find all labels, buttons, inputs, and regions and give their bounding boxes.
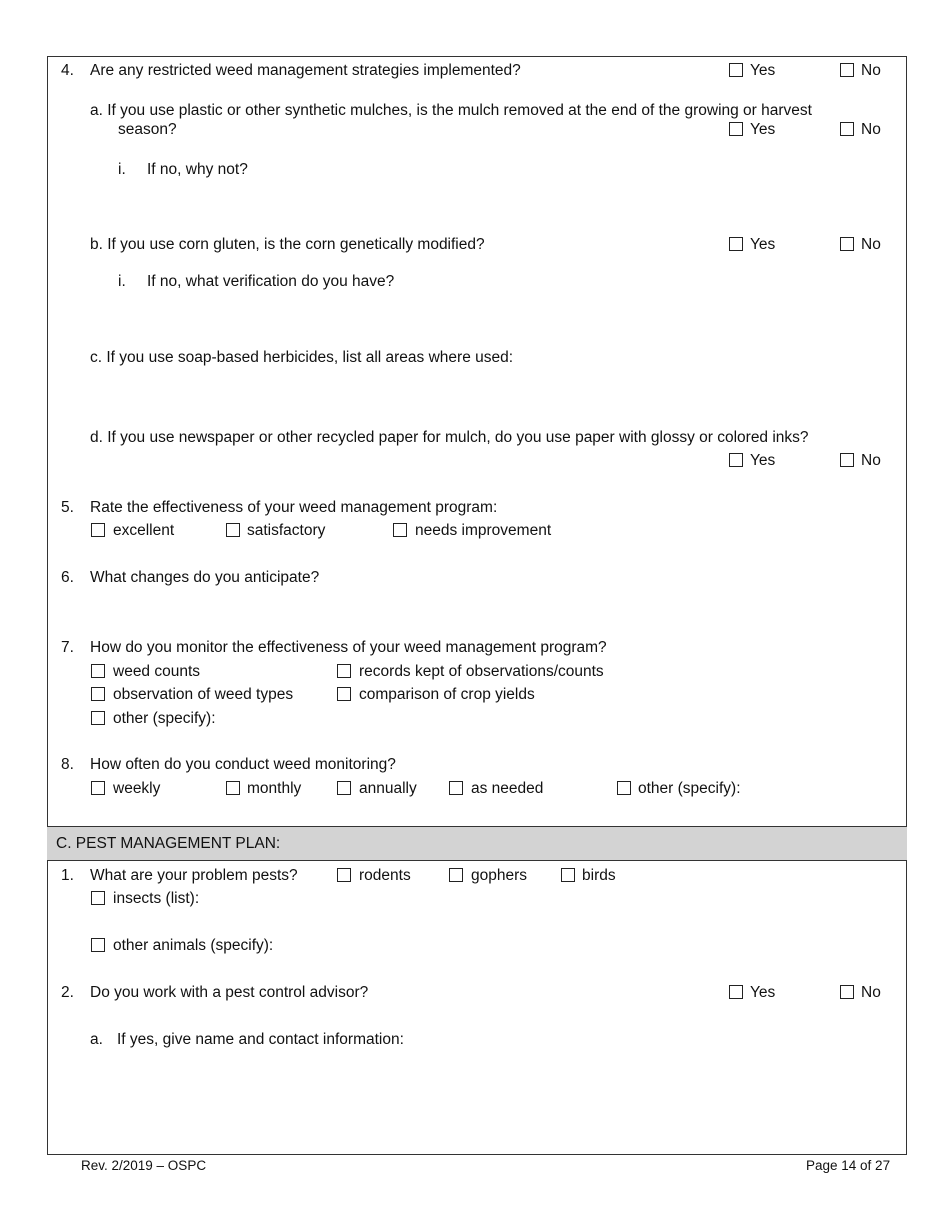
q4a-text-line2: season? xyxy=(118,121,177,138)
q4d-yes-checkbox[interactable] xyxy=(729,453,743,467)
c1-insects-label: insects (list): xyxy=(113,890,200,907)
q8-text: How often do you conduct weed monitoring? xyxy=(90,756,396,773)
q4a-text-line1: a. If you use plastic or other synthetic mulches, is the mulch removed at the end of the growing or harvest xyxy=(90,102,812,119)
c1-birds-checkbox[interactable] xyxy=(561,868,575,882)
q7-other-checkbox[interactable] xyxy=(91,711,105,725)
q7-records-label: records kept of observations/counts xyxy=(359,663,604,680)
q4b-no-checkbox[interactable] xyxy=(840,237,854,251)
c1-other-animals-label: other animals (specify): xyxy=(113,937,274,954)
q4b-no-label: No xyxy=(861,236,881,253)
q5-needs-improvement-checkbox[interactable] xyxy=(393,523,407,537)
q8-as-needed-checkbox[interactable] xyxy=(449,781,463,795)
q4a-yes-checkbox[interactable] xyxy=(729,122,743,136)
q5-satisfactory-label: satisfactory xyxy=(247,522,326,539)
q4-yes-checkbox[interactable] xyxy=(729,63,743,77)
q7-crop-yields-checkbox[interactable] xyxy=(337,687,351,701)
c2-no-label: No xyxy=(861,984,881,1001)
q8-other-label: other (specify): xyxy=(638,780,741,797)
q8-annually-checkbox[interactable] xyxy=(337,781,351,795)
q7-other-label: other (specify): xyxy=(113,710,216,727)
q8-number: 8. xyxy=(61,756,74,773)
q7-text: How do you monitor the effectiveness of your weed management program? xyxy=(90,639,607,656)
c1-gophers-label: gophers xyxy=(471,867,528,884)
q5-excellent-checkbox[interactable] xyxy=(91,523,105,537)
c2-text: Do you work with a pest control advisor? xyxy=(90,984,369,1001)
q6-number: 6. xyxy=(61,569,74,586)
q7-number: 7. xyxy=(61,639,74,656)
q7-observation-checkbox[interactable] xyxy=(91,687,105,701)
c2a-text: If yes, give name and contact information: xyxy=(117,1031,404,1048)
q4-number: 4. xyxy=(61,62,74,79)
q4b-yes-label: Yes xyxy=(750,236,776,253)
c1-gophers-checkbox[interactable] xyxy=(449,868,463,882)
q4a-no-label: No xyxy=(861,121,881,138)
q5-satisfactory-checkbox[interactable] xyxy=(226,523,240,537)
q7-crop-yields-label: comparison of crop yields xyxy=(359,686,535,703)
c1-rodents-checkbox[interactable] xyxy=(337,868,351,882)
q7-weed-counts-label: weed counts xyxy=(113,663,201,680)
c1-rodents-label: rodents xyxy=(359,867,411,884)
c1-other-animals-checkbox[interactable] xyxy=(91,938,105,952)
q4-text: Are any restricted weed management strategies implemented? xyxy=(90,62,521,79)
q7-observation-label: observation of weed types xyxy=(113,686,294,703)
q8-weekly-label: weekly xyxy=(113,780,161,797)
q5-needs-improvement-label: needs improvement xyxy=(415,522,552,539)
c2-no-checkbox[interactable] xyxy=(840,985,854,999)
q4b-yes-checkbox[interactable] xyxy=(729,237,743,251)
q8-weekly-checkbox[interactable] xyxy=(91,781,105,795)
q4d-text: d. If you use newspaper or other recycled paper for mulch, do you use paper with glossy or colored inks? xyxy=(90,429,809,446)
q4d-yes-label: Yes xyxy=(750,452,776,469)
q4ai-number: i. xyxy=(118,161,126,178)
q4a-yes-label: Yes xyxy=(750,121,776,138)
c1-text: What are your problem pests? xyxy=(90,867,298,884)
q5-text: Rate the effectiveness of your weed management program: xyxy=(90,499,498,516)
q4-yes-label: Yes xyxy=(750,62,776,79)
c2-number: 2. xyxy=(61,984,74,1001)
c1-insects-checkbox[interactable] xyxy=(91,891,105,905)
q7-weed-counts-checkbox[interactable] xyxy=(91,664,105,678)
q4ai-text: If no, why not? xyxy=(147,161,248,178)
section-c-title: C. PEST MANAGEMENT PLAN: xyxy=(56,835,281,852)
q8-annually-label: annually xyxy=(359,780,417,797)
q4bi-text: If no, what verification do you have? xyxy=(147,273,395,290)
q4d-no-checkbox[interactable] xyxy=(840,453,854,467)
footer-page-number: Page 14 of 27 xyxy=(806,1158,891,1173)
q4a-no-checkbox[interactable] xyxy=(840,122,854,136)
q8-other-checkbox[interactable] xyxy=(617,781,631,795)
q5-number: 5. xyxy=(61,499,74,516)
q4-no-label: No xyxy=(861,62,881,79)
section-c-header xyxy=(47,826,907,861)
q7-records-checkbox[interactable] xyxy=(337,664,351,678)
q4bi-number: i. xyxy=(118,273,126,290)
q4b-text: b. If you use corn gluten, is the corn genetically modified? xyxy=(90,236,485,253)
q8-monthly-checkbox[interactable] xyxy=(226,781,240,795)
c2-yes-checkbox[interactable] xyxy=(729,985,743,999)
q6-text: What changes do you anticipate? xyxy=(90,569,320,586)
c2-yes-label: Yes xyxy=(750,984,776,1001)
q8-as-needed-label: as needed xyxy=(471,780,544,797)
q4-no-checkbox[interactable] xyxy=(840,63,854,77)
c2a-number: a. xyxy=(90,1031,103,1048)
c1-number: 1. xyxy=(61,867,74,884)
q4c-text: c. If you use soap-based herbicides, list all areas where used: xyxy=(90,349,514,366)
q5-excellent-label: excellent xyxy=(113,522,175,539)
q8-monthly-label: monthly xyxy=(247,780,302,797)
q4d-no-label: No xyxy=(861,452,881,469)
c1-birds-label: birds xyxy=(582,867,616,884)
footer-revision: Rev. 2/2019 – OSPC xyxy=(81,1158,207,1173)
